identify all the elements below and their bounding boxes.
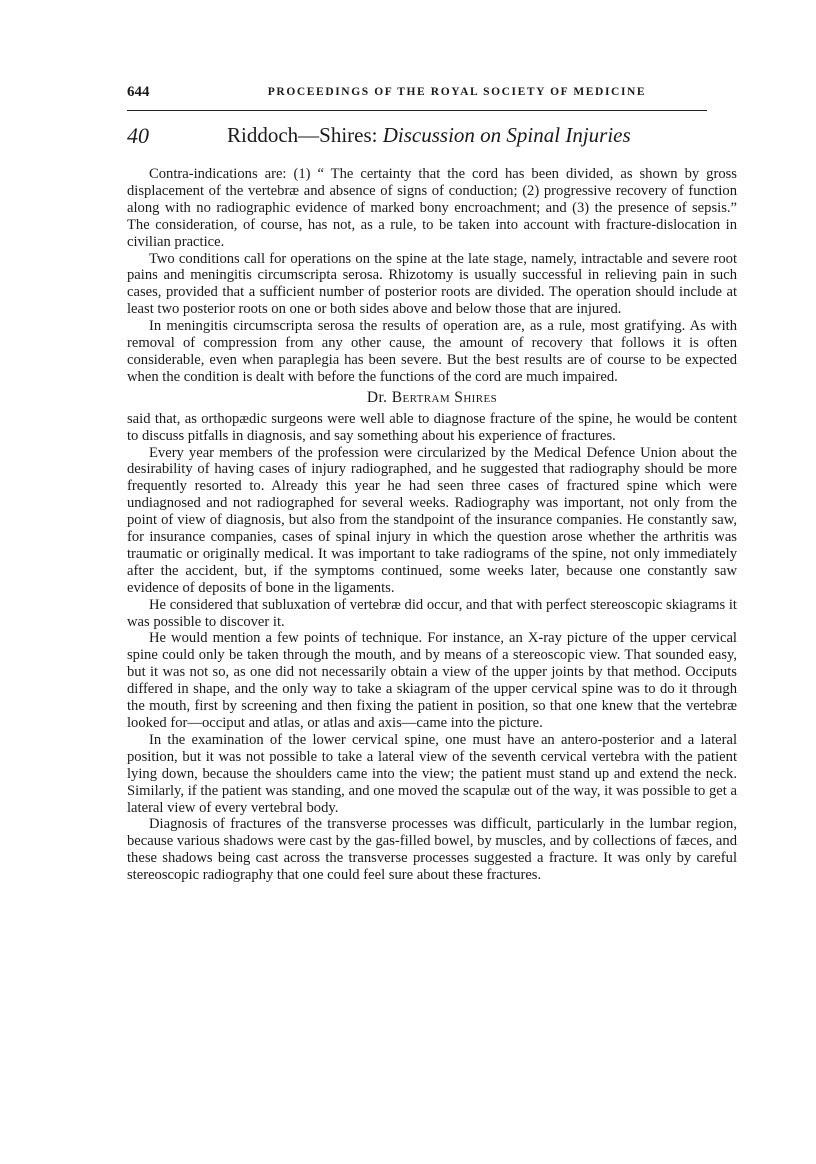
article-number: 40 <box>127 123 149 148</box>
paragraph: He would mention a few points of technique. For instance, an X-ray picture of the upper cervical spine could only be taken through the mouth, and by means of a stereoscopic view. That sounded easy, but it was not so, as one did not necessarily obtain a view of the upper joints by that method. Occiputs differed in shape, and the only way to take a skiagram of the upper cervical spine was to do it through the mouth, first by screening and then fixing the patient in position, so that one knew that the vertebræ looked for—occiput and atlas, or atlas and axis—came into the picture. <box>127 630 737 731</box>
paragraph: said that, as orthopædic surgeons were well able to diagnose fracture of the spine, he would be content to discuss pitfalls in diagnosis, and say something about his experience of fractures. <box>127 410 737 444</box>
paragraph: Two conditions call for operations on the spine at the late stage, namely, intractable and severe root pains and meningitis circumscripta serosa. Rhizotomy is usually successful in relieving pain in such cases, provided that a sufficient number of posterior roots are divided. The operation should include at least two posterior roots on one or both sides above and below those that are injured. <box>127 250 737 318</box>
running-head <box>127 84 707 111</box>
article-title <box>227 123 631 148</box>
paragraph: He considered that subluxation of vertebræ did occur, and that with perfect stereoscopic skiagrams it was possible to discover it. <box>127 596 737 630</box>
paragraph: In meningitis circumscripta serosa the results of operation are, as a rule, most gratifying. As with removal of compression from any other cause, the amount of recovery that follows it is often considerable, even when paraplegia has been severe. But the best results are of course to be expected when the condition is dealt with before the functions of the cord are much impaired. <box>127 318 737 385</box>
paragraph: In the examination of the lower cervical spine, one must have an antero-posterior and a lateral position, but it was not possible to take a lateral view of the seventh cervical vertebra with the patient lying down, because the shoulders came into the view; the patient must stand up and extend the neck. Similarly, if the patient was standing, and one moved the scapulæ out of the way, it was possible to get a lateral view of every vertebral body. <box>127 731 737 816</box>
speaker-heading <box>127 390 737 407</box>
paragraph: Diagnosis of fractures of the transverse processes was difficult, particularly in the lumbar region, because various shadows were cast by the gas-filled bowel, by muscles, and by collections of fæces, and these shadows being cast across the transverse processes suggested a fracture. It was only by careful stereoscopic radiography that one could feel sure about these fractures. <box>127 816 737 884</box>
body-text <box>127 166 737 884</box>
article-topic: Discussion on Spinal Injuries <box>382 123 631 147</box>
speaker-title: Dr. <box>366 388 388 406</box>
paragraph: Every year members of the profession were circularized by the Medical Defence Union about the desirability of having cases of injury radiographed, and he suggested that radiography should be more frequently resorted to. Already this year he had seen three cases of fractured spine which were undiagnosed and not radiographed for several weeks. Radiography was important, not only from the point of view of diagnosis, but also from the standpoint of the insurance companies. He constantly saw, for insurance companies, cases of spinal injury in which the question arose whether the arthritis was traumatic or originally medical. It was important to take radiograms of the spine, not only immediately after the accident, but, if the symptoms continued, some weeks later, because one constantly saw evidence of deposits of bone in the ligaments. <box>127 444 737 596</box>
article-authors: Riddoch—Shires: <box>227 123 378 147</box>
speaker-name: Bertram Shires <box>391 388 498 406</box>
article-heading <box>127 123 707 153</box>
page-number: 644 <box>127 84 150 100</box>
journal-title: PROCEEDINGS OF THE ROYAL SOCIETY OF MEDICINE <box>267 86 647 98</box>
paragraph: Contra-indications are: (1) “ The certainty that the cord has been divided, as shown by gross displacement of the vertebræ and absence of signs of conduction; (2) progressive recovery of function along with no radiographic evidence of marked bony encroachment; and (3) the presence of sepsis.” The consideration, of course, has not, as a rule, to be taken into account with fracture-dislocation in civilian practice. <box>127 166 737 250</box>
